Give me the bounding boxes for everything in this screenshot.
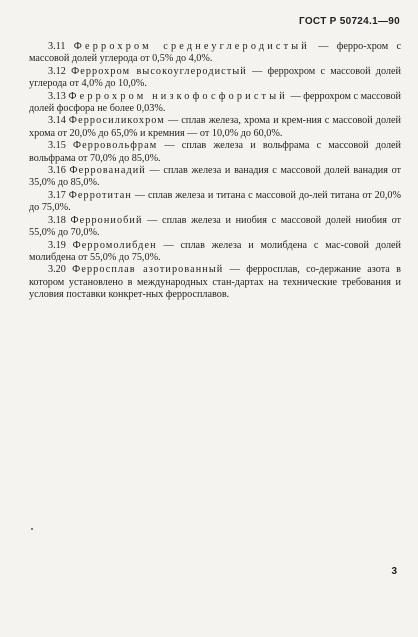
definition-3-14 — [29, 115, 401, 140]
term: Феррохром высокоуглеродистый — [71, 65, 247, 77]
definitions-text — [29, 41, 401, 302]
definition-text: — феррохром с массовой долей фосфора не более 0,03%. — [29, 90, 401, 115]
definition-3-20 — [29, 264, 401, 301]
clause-number: 3.18 — [48, 214, 66, 226]
definition-text: — сплав железа и вольфрама с массовой долей вольфрама от 70,0% до 85,0%. — [29, 140, 402, 164]
definition-3-17 — [29, 190, 401, 215]
term: Ферротитан — [68, 189, 132, 201]
clause-number: 3.11 — [48, 41, 66, 52]
page-number: 3 — [391, 566, 397, 577]
definition-text: — ферросплав, со-держание азота в котором установлено в международных стан-дартах на технические требования и условия поставки конкрет-ных ферросплавов. — [29, 264, 401, 301]
clause-number: 3.14 — [48, 115, 66, 127]
definition-3-12 — [29, 66, 401, 91]
term: Феррованадий — [69, 165, 146, 177]
term: Ферромолибден — [72, 239, 157, 251]
definition-3-16 — [29, 165, 401, 190]
term: Феррониобий — [70, 214, 143, 226]
definition-3-19 — [29, 240, 401, 265]
definition-text: — сплав железа, хрома и крем-ния с массовой долей хрома от 20,0% до 65,0% и кремния — от 10,0% до 60,0%. — [29, 115, 401, 139]
definition-3-18 — [29, 215, 401, 240]
definition-text: — сплав железа и молибдена с мас-совой долей молибдена от 55,0% до 75,0%. — [29, 239, 401, 263]
clause-number: 3.19 — [48, 239, 66, 251]
print-speck — [31, 528, 33, 530]
standard-header: ГОСТ Р 50724.1—90 — [299, 16, 400, 27]
definition-text: — сплав железа и ниобия с массовой долей ниобия от 55,0% до 70,0%. — [29, 214, 402, 239]
definition-text: — феррохром с массовой долей углерода от 4,0% до 10,0%. — [29, 65, 401, 90]
definition-text: — ферро-хром с массовой долей углерода от 0,5% до 4,0%. — [29, 41, 401, 65]
clause-number: 3.17 — [48, 189, 66, 201]
definition-text: — сплав железа и титана с массовой до-лей титана от 20,0% до 75,0%. — [29, 189, 401, 214]
clause-number: 3.12 — [48, 65, 66, 77]
definition-3-13 — [29, 91, 401, 116]
term: Ферросиликохром — [68, 115, 165, 127]
clause-number: 3.13 — [48, 90, 66, 102]
term: Ферровольфрам — [73, 140, 158, 152]
clause-number: 3.15 — [48, 140, 66, 152]
term: Феррохром низкофосфористый — [68, 90, 288, 102]
term: Феррохром среднеуглеродистый — [73, 41, 310, 52]
definition-3-11 — [29, 41, 401, 66]
definition-3-15 — [29, 140, 401, 165]
clause-number: 3.16 — [48, 165, 66, 177]
term: Ферросплав азотированный — [72, 264, 224, 276]
definition-text: — сплав железа и ванадия с массовой долей ванадия от 35,0% до 85,0%. — [29, 165, 402, 189]
clause-number: 3.20 — [48, 264, 66, 276]
